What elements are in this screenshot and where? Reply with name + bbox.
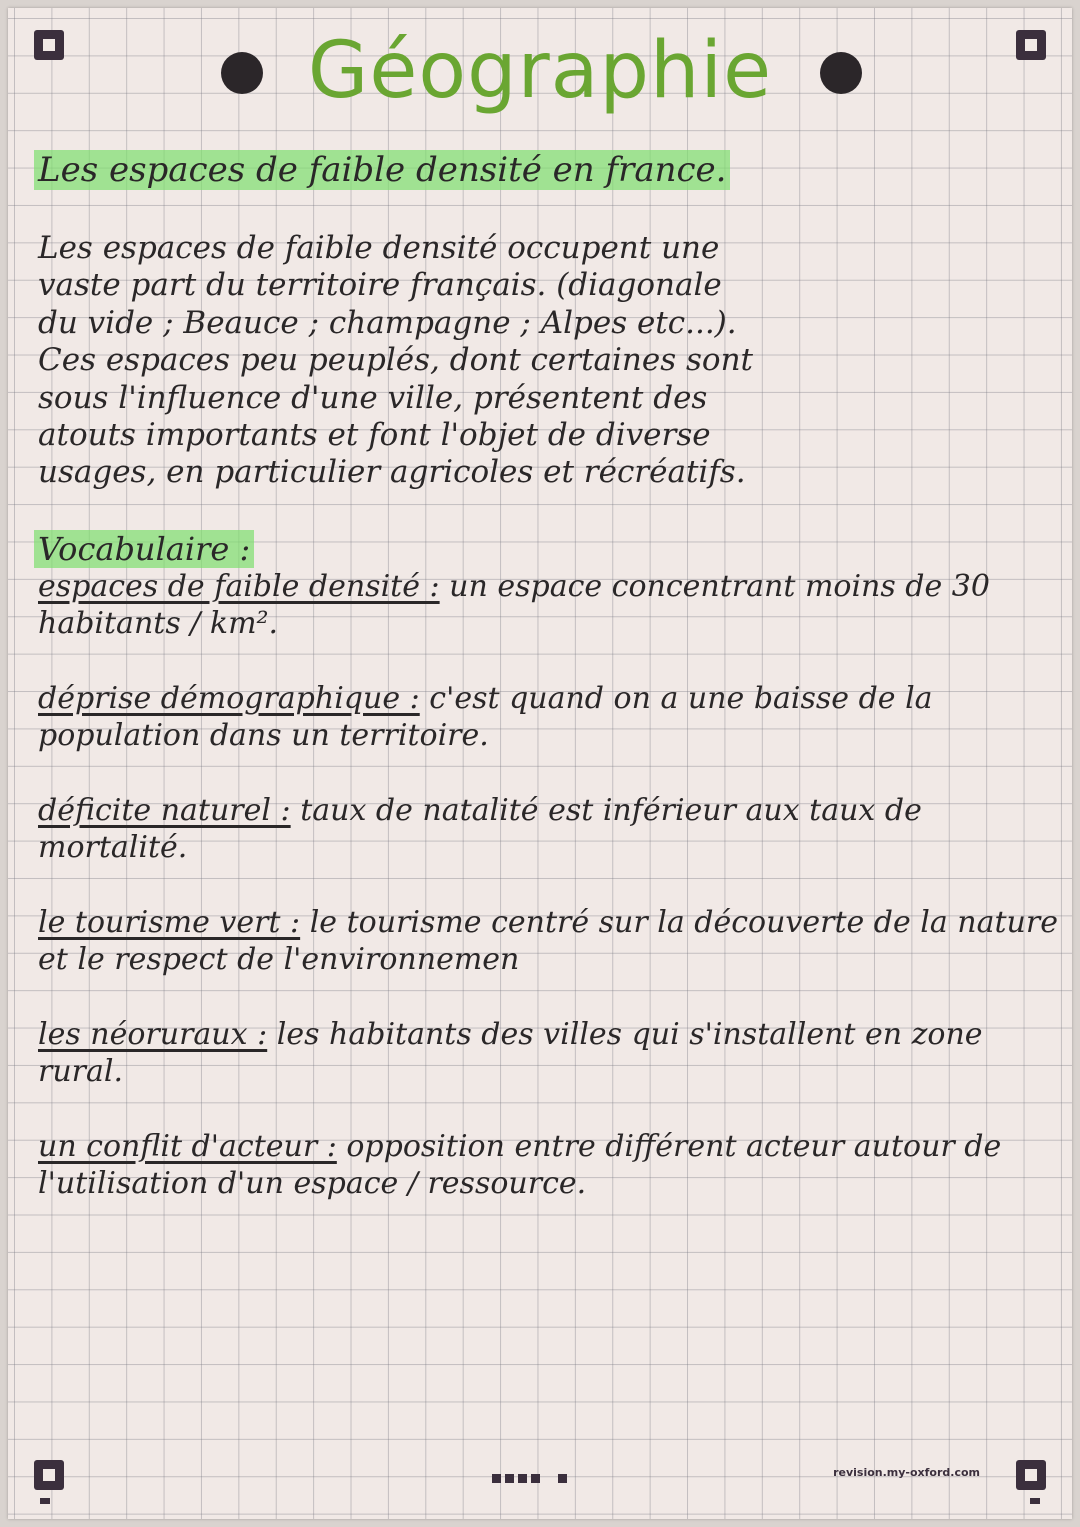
intro-line: usages, en particulier agricoles et récréatifs. [38,454,746,491]
vocab-definition: c'est quand on a une baisse de la population dans un territoire. [38,681,933,754]
vocab-entry [38,1128,1068,1203]
intro-line: du vide ; Beauce ; champagne ; Alpes etc...). [38,304,737,341]
vocab-term: déficite naturel : [38,793,291,828]
footer-dot-icon [531,1474,540,1483]
intro-line: sous l'influence d'une ville, présentent des [38,379,708,416]
vocab-term: les néoruraux : [38,1017,268,1052]
vocab-entry [38,680,1068,755]
intro-line: Ces espaces peu peuplés, dont certaines sont [38,342,753,379]
tick-mark-icon [1030,1498,1040,1504]
vocab-definition: opposition entre différent acteur autour de l'utilisation d'un espace / ressource. [38,1129,1002,1202]
footer-dot-icon [505,1474,514,1483]
vocabulary-heading-text: Vocabulaire : [34,530,254,568]
vocab-term: le tourisme vert : [38,905,301,940]
footer-dot-icon [492,1474,501,1483]
vocab-definition: les habitants des villes qui s'installent en zone rural. [38,1017,983,1090]
tick-mark-icon [40,1498,50,1504]
corner-marker-icon [34,1460,64,1490]
intro-paragraph [38,230,1028,492]
page-title: Géographie [307,26,773,116]
vocab-definition: taux de natalité est inférieur aux taux de mortalité. [38,793,922,866]
intro-line: atouts importants et font l'objet de diverse [38,417,711,454]
footer-dot-icon [518,1474,527,1483]
footer-brand: revision.my-oxford.com [833,1466,980,1479]
footer-dot-icon [558,1474,567,1483]
intro-line: Les espaces de faible densité occupent une [38,230,720,266]
vocab-entry [38,904,1068,979]
subtitle-text: Les espaces de faible densité en france. [34,150,730,190]
vocab-entry [38,568,1068,643]
vocab-entry [38,1016,1068,1091]
vocab-entry [38,792,1068,867]
vocabulary-heading [34,530,254,568]
vocab-definition: un espace concentrant moins de 30 habitants / km². [38,569,990,642]
footer-marker-dots [492,1468,571,1478]
vocab-definition: le tourisme centré sur la découverte de la nature et le respect de l'environnemen [38,905,1058,978]
section-subtitle [34,150,730,190]
vocab-term: un conflit d'acteur : [38,1129,337,1164]
intro-line: vaste part du territoire français. (diagonale [38,267,722,304]
notebook-page [8,8,1072,1519]
vocab-term: espaces de faible densité : [38,569,440,604]
vocab-term: déprise démographique : [38,681,420,716]
corner-marker-icon [1016,1460,1046,1490]
